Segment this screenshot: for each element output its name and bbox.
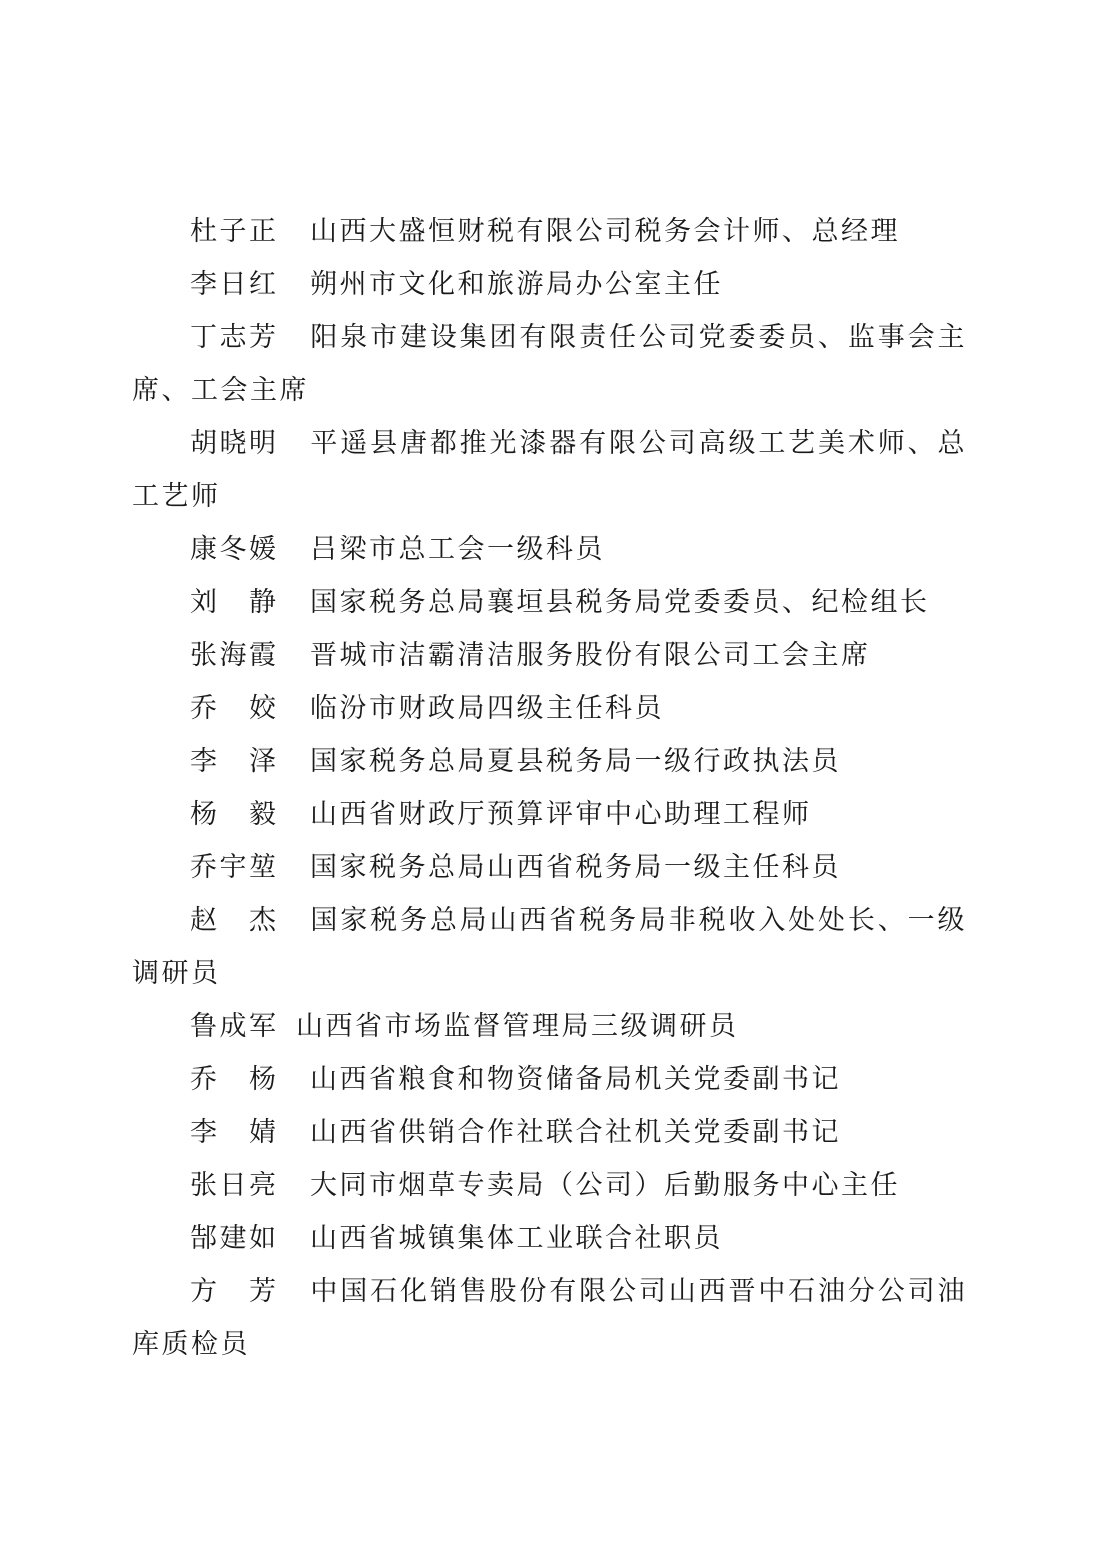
person-title: 山西大盛恒财税有限公司税务会计师、总经理 [310, 216, 900, 247]
person-name: 张日亮 [190, 1170, 279, 1201]
list-item [132, 629, 967, 682]
list-item [132, 523, 967, 576]
person-name: 李 婧 [190, 1117, 279, 1148]
person-name: 刘 静 [190, 587, 279, 618]
person-title: 山西省粮食和物资储备局机关党委副书记 [310, 1064, 841, 1095]
person-name: 康冬媛 [190, 534, 279, 565]
person-name: 郜建如 [190, 1223, 279, 1254]
person-title: 国家税务总局襄垣县税务局党委委员、纪检组长 [310, 587, 930, 618]
person-title: 临汾市财政局四级主任科员 [310, 693, 664, 724]
person-name: 杨 毅 [190, 799, 279, 830]
person-name: 方 芳 [190, 1276, 279, 1307]
person-title: 国家税务总局山西省税务局一级主任科员 [310, 852, 841, 883]
list-item [132, 205, 967, 258]
list-item [132, 1159, 967, 1212]
person-title: 晋城市洁霸清洁服务股份有限公司工会主席 [310, 640, 871, 671]
list-item [132, 1053, 967, 1106]
person-title: 中国石化销售股份有限公司山西晋中石油分公司油库质检员 [132, 1276, 967, 1360]
list-item [132, 311, 967, 417]
person-title: 山西省供销合作社联合社机关党委副书记 [310, 1117, 841, 1148]
person-name: 乔 杨 [190, 1064, 279, 1095]
list-item [132, 682, 967, 735]
person-title: 朔州市文化和旅游局办公室主任 [310, 269, 723, 300]
person-name: 李 泽 [190, 746, 279, 777]
person-name: 李日红 [190, 269, 279, 300]
person-name: 乔 姣 [190, 693, 279, 724]
list-item [132, 576, 967, 629]
name-list [132, 205, 967, 1371]
person-title: 国家税务总局夏县税务局一级行政执法员 [310, 746, 841, 777]
person-title: 平遥县唐都推光漆器有限公司高级工艺美术师、总工艺师 [132, 428, 967, 512]
person-title: 吕梁市总工会一级科员 [310, 534, 605, 565]
list-item [132, 1212, 967, 1265]
person-title: 大同市烟草专卖局（公司）后勤服务中心主任 [310, 1170, 900, 1201]
person-name: 乔宇堃 [190, 852, 279, 883]
list-item [132, 735, 967, 788]
list-item [132, 788, 967, 841]
list-item [132, 1265, 967, 1371]
person-title: 山西省市场监督管理局三级调研员 [296, 1011, 739, 1042]
person-title: 山西省城镇集体工业联合社职员 [310, 1223, 723, 1254]
list-item [132, 258, 967, 311]
person-name: 赵 杰 [190, 905, 279, 936]
person-name: 张海霞 [190, 640, 279, 671]
person-name: 丁志芳 [190, 322, 279, 353]
person-name: 胡晓明 [190, 428, 279, 459]
list-item [132, 417, 967, 523]
list-item [132, 1106, 967, 1159]
person-name: 鲁成军 [190, 1011, 279, 1042]
person-title: 阳泉市建设集团有限责任公司党委委员、监事会主席、工会主席 [132, 322, 967, 406]
list-item [132, 1000, 967, 1053]
person-name: 杜子正 [190, 216, 279, 247]
person-title: 山西省财政厅预算评审中心助理工程师 [310, 799, 812, 830]
person-title: 国家税务总局山西省税务局非税收入处处长、一级调研员 [132, 905, 967, 989]
list-item [132, 841, 967, 894]
list-item [132, 894, 967, 1000]
